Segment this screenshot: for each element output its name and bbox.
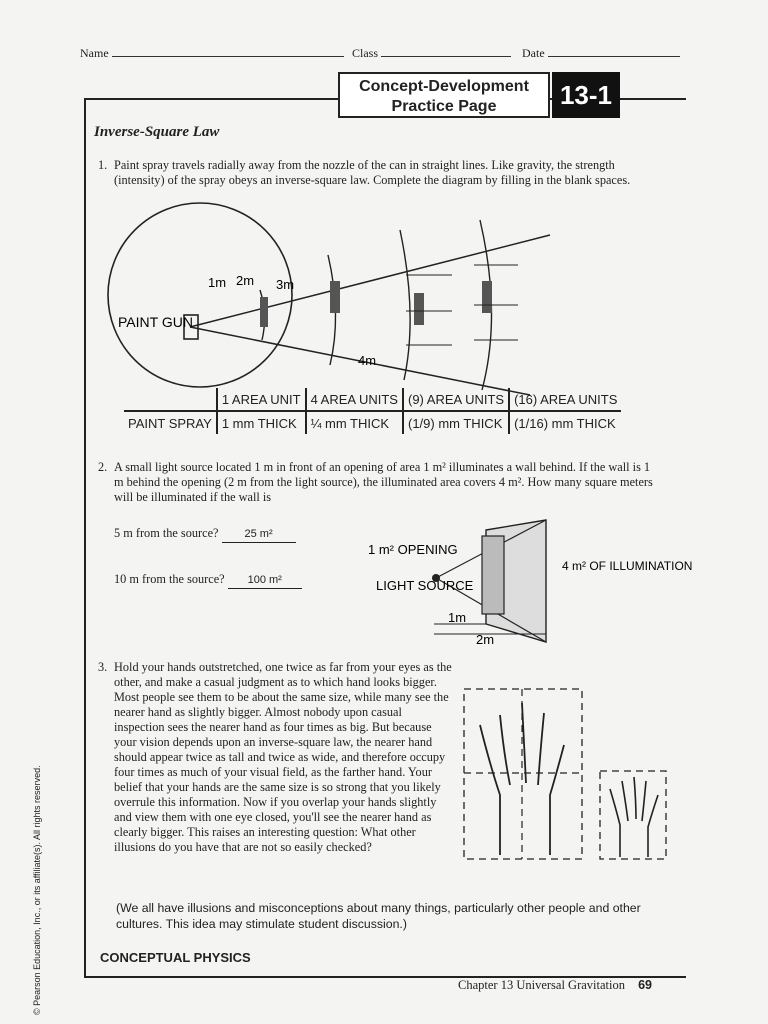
class-line[interactable] — [381, 46, 511, 57]
question-3 — [98, 660, 454, 855]
page-title — [338, 72, 550, 118]
name-label: Name — [80, 46, 109, 60]
table-cell: 4 AREA UNITS — [306, 388, 403, 411]
distance-4m: 4m — [358, 353, 377, 368]
area-unit-4 — [482, 281, 492, 313]
q2-part-a-prompt: 5 m from the source? — [114, 526, 219, 540]
question-2-text: A small light source located 1 m in front of an opening of area 1 m² illuminates a wall behind. If the wall is 1 m behind the opening (2 m from the light source), the illuminated area covers 4 m². How many square meters will be illuminated if the wall is — [114, 460, 653, 504]
q2-part-a — [114, 526, 296, 543]
title-line1: Concept-Development — [359, 78, 529, 95]
chapter-label: Chapter 13 Universal Gravitation — [458, 978, 625, 992]
name-line[interactable] — [112, 46, 344, 57]
date-line[interactable] — [548, 46, 680, 57]
q2-part-b — [114, 572, 302, 589]
table-cell: PAINT SPRAY — [124, 411, 217, 434]
q2-part-b-prompt: 10 m from the source? — [114, 572, 225, 586]
copyright-note — [30, 605, 44, 1015]
class-field — [352, 46, 511, 61]
distance-2m-label: 2m — [476, 632, 495, 647]
practice-page-number: 13-1 — [552, 72, 620, 118]
question-2 — [98, 460, 662, 505]
copyright-text: © Pearson Education, Inc., or its affiliate(s). All rights reserved. — [32, 765, 42, 1015]
far-hand-icon — [610, 777, 658, 857]
book-title: CONCEPTUAL PHYSICS — [100, 950, 251, 965]
q2-part-b-answer[interactable]: 100 m² — [228, 573, 302, 589]
question-1-text: Paint spray travels radially away from the nozzle of the can in straight lines. Like gravity, the strength (intensity) of the spray obeys an inverse-square law. Complete the diagram by filling in the blank spaces. — [114, 158, 631, 187]
name-field — [80, 46, 344, 61]
table-cell: 1 AREA UNIT — [217, 388, 306, 411]
table-row — [124, 411, 621, 434]
light-source-diagram — [366, 520, 693, 647]
paint-spray-table — [124, 388, 621, 434]
question-3-number: 3. — [98, 660, 108, 674]
far-hand-box — [600, 771, 666, 859]
table-cell: (1/9) mm THICK — [403, 411, 509, 434]
page-number: 69 — [638, 978, 652, 992]
spray-circle — [108, 203, 295, 387]
date-field — [522, 46, 680, 61]
paint-gun-label: PAINT GUN — [118, 314, 193, 330]
chapter-footer — [458, 978, 652, 993]
class-label: Class — [352, 46, 379, 60]
table-cell: (9) AREA UNITS — [403, 388, 509, 411]
table-cell: ¼ mm THICK — [306, 411, 403, 434]
frame-top-right — [620, 98, 686, 100]
area-unit-2 — [330, 281, 340, 313]
distance-1m-label: 1m — [448, 610, 467, 625]
distance-3m: 3m — [276, 277, 295, 292]
table-cell: 1 mm THICK — [217, 411, 306, 434]
light-source-label: LIGHT SOURCE — [376, 578, 474, 593]
question-1 — [98, 158, 654, 188]
distance-1m: 1m — [208, 275, 227, 290]
q2-part-a-answer[interactable]: 25 m² — [222, 527, 296, 543]
distance-2m: 2m — [236, 273, 255, 288]
hands-diagram — [460, 685, 670, 865]
area-unit-3 — [414, 293, 424, 325]
table-row — [124, 388, 621, 411]
opening-frame — [482, 536, 504, 614]
question-3-text: Hold your hands outstretched, one twice as far from your eyes as the other, and make a casual judgment as to which hand looks bigger. Most people see them to be about the same size, while many see the nearer hand as slightly bigger. Almost nobody upon casual inspection sees the nearer hand as four times as big. But because your vision depends upon an inverse-square law, the nearer hand should appear twice as tall and twice as wide, and therefore occupy four times as much of your visual field, as the farther hand. Your belief that your hands are the same size is so strong that you likely overrule this information. Now if you overlap your hands slightly and view them with one eye closed, you'll see the nearer hand as clearly bigger. This raises an interesting question: What other illusions do you have that are not so easily checked? — [114, 660, 452, 854]
opening-label: 1 m² OPENING — [368, 542, 458, 557]
date-label: Date — [522, 46, 545, 60]
title-line2: Practice Page — [391, 98, 497, 115]
table-cell: (16) AREA UNITS — [509, 388, 621, 411]
area-unit-1 — [260, 297, 268, 327]
q3-answer: (We all have illusions and misconceptions about many things, particularly other people and other cultures. This idea may stimulate student discussion.) — [116, 901, 641, 931]
table-cell — [124, 388, 217, 411]
question-1-number: 1. — [98, 158, 108, 172]
table-cell: (1/16) mm THICK — [509, 411, 621, 434]
illumination-label: 4 m² OF ILLUMINATION — [562, 559, 693, 573]
question-2-number: 2. — [98, 460, 108, 474]
paint-spray-diagram — [110, 215, 670, 390]
section-title: Inverse-Square Law — [94, 124, 220, 140]
